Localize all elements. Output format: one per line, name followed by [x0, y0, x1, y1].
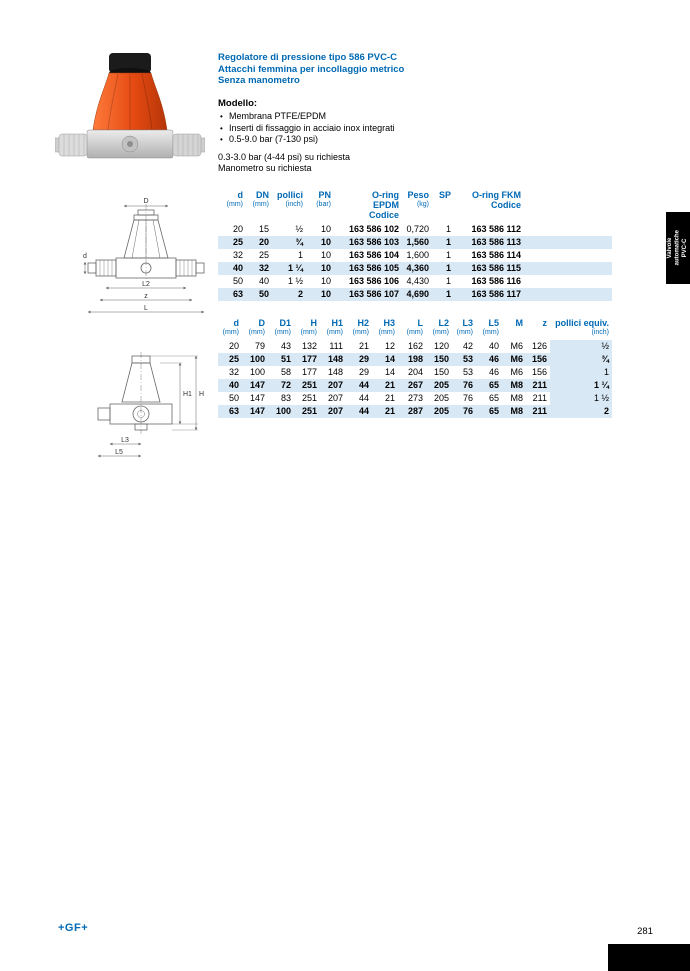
cell-L: 267	[398, 379, 426, 392]
feature-text: Inserti di fissaggio in acciaio inox integrati	[229, 122, 395, 133]
model-label: Modello:	[218, 97, 258, 109]
cell-L2: 150	[433, 367, 449, 377]
cell-D: 147	[242, 405, 268, 418]
cell-oring-epdm-codice: 163 586 104	[348, 250, 399, 260]
column-header-peso: Peso (kg)	[407, 190, 429, 208]
cell-d: 32	[228, 367, 239, 377]
dim-label-d: d	[83, 253, 87, 260]
cell-d: 20	[232, 224, 243, 234]
cell-H2: 44	[358, 393, 369, 403]
column-header-L5: L5 (mm)	[482, 318, 499, 336]
order-table	[218, 190, 612, 301]
cell-H2: 44	[346, 405, 372, 418]
column-header-H: H (mm)	[300, 318, 317, 336]
cell-pollici: ½	[295, 224, 303, 234]
bullet-icon: •	[220, 112, 223, 121]
cell-peso: 4,690	[402, 288, 432, 301]
gf-logo: +GF+	[58, 922, 89, 934]
product-subtitle-2: Senza manometro	[218, 75, 300, 86]
cell-D: 100	[249, 367, 265, 377]
cell-M: M6	[510, 367, 523, 377]
cell-pn: 10	[306, 262, 334, 275]
cell-d: 25	[218, 353, 242, 366]
cell-sp: 1	[445, 250, 451, 260]
list-item	[218, 123, 618, 135]
column-header-d: d (mm)	[226, 190, 243, 208]
cell-pollici-equiv: ½	[550, 340, 612, 353]
cell-peso: 0,720	[406, 224, 429, 234]
cell-D1: 100	[268, 405, 294, 418]
dim-label-L5: L5	[115, 449, 123, 456]
column-header-oring-epdm-codice: O-ring EPDM Codice	[368, 190, 399, 220]
cell-sp: 1	[432, 236, 454, 249]
cell-L: 287	[398, 405, 426, 418]
cell-L3: 53	[462, 367, 473, 377]
valve-bell-orange	[93, 73, 167, 130]
cell-D1: 83	[280, 393, 291, 403]
cell-H: 251	[294, 379, 320, 392]
cell-H: 177	[301, 367, 317, 377]
cell-H2: 29	[346, 353, 372, 366]
dim-label-H: H	[199, 391, 205, 398]
cell-pollici: ¾	[272, 236, 306, 249]
header-filler	[524, 190, 612, 223]
feature-text: 0.5-9.0 bar (7-130 psi)	[229, 134, 319, 144]
cell-oring-epdm-codice: 163 586 105	[334, 262, 402, 275]
corner-register-block	[608, 944, 690, 971]
cell-pollici: 1 ½	[287, 276, 303, 286]
tab-line: automatiche	[674, 230, 681, 266]
column-header-L3: L3 (mm)	[456, 318, 473, 336]
column-header-D1: D1 (mm)	[274, 318, 291, 336]
cell-H1: 207	[320, 405, 346, 418]
table-row	[218, 236, 612, 249]
cell-oring-epdm-codice: 163 586 107	[334, 288, 402, 301]
cell-M: M8	[502, 405, 526, 418]
cell-L2: 205	[426, 405, 452, 418]
cell-H1: 111	[329, 341, 343, 351]
filler-cell	[524, 223, 612, 236]
cell-d: 63	[218, 288, 246, 301]
cell-peso: 4,430	[406, 276, 429, 286]
cell-pollici-equiv: 1 ¼	[550, 379, 612, 392]
column-header-dn: DN (mm)	[252, 190, 269, 208]
bullet-icon: •	[220, 123, 223, 133]
filler-cell	[524, 262, 612, 275]
cell-pollici: 1	[297, 250, 303, 260]
bullet-icon: •	[220, 135, 223, 144]
cell-z: 211	[526, 379, 550, 392]
cell-d: 63	[218, 405, 242, 418]
cell-sp: 1	[432, 262, 454, 275]
cell-oring-epdm-codice: 163 586 102	[348, 224, 399, 234]
feature-list	[218, 111, 618, 146]
cell-dn: 20	[246, 236, 272, 249]
product-title: Regolatore di pressione tipo 586 PVC-C	[218, 52, 397, 63]
note-text: 0.3-3.0 bar (4-44 psi) su richiesta	[218, 151, 351, 162]
dimension-table	[218, 318, 612, 418]
column-header-D: D (mm)	[248, 318, 265, 336]
table-row	[218, 223, 612, 236]
cell-peso: 1,560	[402, 236, 432, 249]
note-text: Manometro su richiesta	[218, 163, 312, 173]
cell-M: M8	[510, 393, 523, 403]
column-header-pn: PN (bar)	[316, 190, 331, 208]
column-header-oring-fkm-codice: O-ring FKM Codice	[472, 190, 521, 210]
cell-H: 177	[294, 353, 320, 366]
cell-D1: 43	[280, 341, 291, 351]
cell-D: 100	[242, 353, 268, 366]
cell-peso: 1,600	[406, 250, 429, 260]
column-header-M: M	[515, 318, 523, 328]
list-item	[218, 111, 618, 123]
cell-H3: 21	[372, 379, 398, 392]
cell-L3: 76	[452, 405, 476, 418]
cell-pollici: 2	[272, 288, 306, 301]
cell-H: 132	[301, 341, 317, 351]
cell-dn: 50	[246, 288, 272, 301]
cell-M: M8	[502, 379, 526, 392]
cell-L5: 65	[476, 405, 502, 418]
valve-body-gray	[87, 130, 173, 158]
cell-z: 211	[532, 393, 547, 403]
cell-pollici: 1 ¼	[272, 262, 306, 275]
table-row	[218, 249, 612, 262]
cell-H2: 29	[358, 367, 369, 377]
cell-z: 156	[526, 353, 550, 366]
cell-pn: 10	[320, 250, 331, 260]
dim-label-z: z	[144, 293, 148, 300]
column-header-L: L (mm)	[406, 318, 423, 336]
list-item	[218, 134, 618, 146]
cell-L3: 53	[452, 353, 476, 366]
column-header-sp: SP	[438, 190, 451, 200]
cell-d: 50	[228, 393, 239, 403]
table-row	[218, 392, 612, 405]
cell-D1: 58	[280, 367, 291, 377]
cell-D1: 51	[268, 353, 294, 366]
dim-label-L: L	[144, 305, 148, 312]
cell-sp: 1	[445, 224, 451, 234]
cell-L5: 40	[488, 341, 499, 351]
notes-block	[218, 152, 618, 175]
header-row	[218, 318, 612, 340]
filler-cell	[524, 236, 612, 249]
cell-pn: 10	[306, 236, 334, 249]
cell-L: 273	[407, 393, 423, 403]
cell-d: 40	[218, 379, 242, 392]
product-subtitle-1: Attacchi femmina per incollaggio metrico	[218, 63, 405, 75]
cell-oring-fkm-codice: 163 586 116	[471, 276, 521, 286]
cell-oring-fkm-codice: 163 586 117	[454, 288, 524, 301]
cell-D: 147	[242, 379, 268, 392]
cell-L3: 42	[462, 341, 473, 351]
cell-d: 40	[218, 262, 246, 275]
cell-L5: 46	[476, 353, 502, 366]
cell-M: M6	[502, 353, 526, 366]
cell-H2: 44	[346, 379, 372, 392]
column-header-z: z	[542, 318, 547, 328]
dim-label-L2: L2	[142, 281, 150, 288]
technical-drawing-side	[76, 350, 216, 470]
cell-pollici-equiv: 1	[550, 366, 612, 379]
cell-d: 25	[218, 236, 246, 249]
header-row	[218, 190, 612, 223]
cell-H1: 207	[320, 379, 346, 392]
column-header-pollici-equiv: pollici equiv. (inch)	[555, 318, 609, 336]
table-row	[218, 288, 612, 301]
cell-L2: 205	[433, 393, 449, 403]
table-row	[218, 353, 612, 366]
cell-oring-epdm-codice: 163 586 103	[334, 236, 402, 249]
column-header-H3: H3 (mm)	[378, 318, 395, 336]
cell-oring-fkm-codice: 163 586 113	[454, 236, 524, 249]
section-tab	[666, 212, 690, 284]
cell-L5: 46	[488, 367, 499, 377]
technical-drawing-front	[76, 196, 216, 328]
filler-cell	[524, 288, 612, 301]
cell-z: 126	[531, 341, 547, 351]
cell-H1: 207	[327, 393, 343, 403]
cell-d: 20	[228, 341, 239, 351]
dim-label-L3: L3	[121, 437, 129, 444]
table-row	[218, 262, 612, 275]
title-block	[218, 52, 618, 175]
cell-D: 147	[249, 393, 265, 403]
cell-oring-epdm-codice: 163 586 106	[348, 276, 399, 286]
cell-pollici-equiv: 1 ½	[550, 392, 612, 405]
cell-d: 32	[232, 250, 243, 260]
cell-L3: 76	[462, 393, 473, 403]
cell-pollici-equiv: ¾	[550, 353, 612, 366]
cell-H1: 148	[320, 353, 346, 366]
cell-sp: 1	[445, 276, 451, 286]
cell-D1: 72	[268, 379, 294, 392]
cell-z: 211	[526, 405, 550, 418]
cell-H2: 21	[358, 341, 369, 351]
cell-pn: 10	[320, 276, 331, 286]
cell-dn: 25	[258, 250, 269, 260]
cell-dn: 40	[258, 276, 269, 286]
feature-text: Membrana PTFE/EPDM	[229, 111, 327, 121]
cell-D: 79	[254, 341, 265, 351]
column-header-L2: L2 (mm)	[432, 318, 449, 336]
cell-M: M6	[510, 341, 523, 351]
filler-cell	[524, 275, 612, 288]
cell-L3: 76	[452, 379, 476, 392]
column-header-H1: H1 (mm)	[326, 318, 343, 336]
cell-H3: 21	[384, 393, 395, 403]
cell-H3: 21	[372, 405, 398, 418]
cell-L: 162	[407, 341, 423, 351]
cell-L: 204	[407, 367, 423, 377]
dim-label-H1: H1	[183, 391, 192, 398]
dim-label-D: D	[143, 198, 149, 205]
cell-sp: 1	[432, 288, 454, 301]
cell-H3: 14	[384, 367, 395, 377]
product-photo	[55, 50, 205, 185]
cell-H3: 14	[372, 353, 398, 366]
cell-oring-fkm-codice: 163 586 114	[471, 250, 521, 260]
page-number: 281	[637, 926, 653, 937]
section-tab-text	[667, 230, 690, 265]
table-row	[218, 275, 612, 288]
cell-L5: 65	[476, 379, 502, 392]
cell-L2: 120	[433, 341, 449, 351]
table-row	[218, 405, 612, 418]
table-row	[218, 379, 612, 392]
cell-L2: 205	[426, 379, 452, 392]
cell-pollici-equiv: 2	[550, 405, 612, 418]
column-header-pollici: pollici (inch)	[276, 190, 303, 208]
cell-H1: 148	[327, 367, 343, 377]
cell-H: 251	[301, 393, 317, 403]
cell-H: 251	[294, 405, 320, 418]
column-header-d: d (mm)	[222, 318, 239, 336]
cell-d: 50	[232, 276, 243, 286]
cell-dn: 32	[246, 262, 272, 275]
table-row	[218, 340, 612, 353]
cell-H3: 12	[384, 341, 395, 351]
cell-pn: 10	[320, 224, 331, 234]
cell-dn: 15	[258, 224, 269, 234]
cell-oring-fkm-codice: 163 586 115	[454, 262, 524, 275]
cell-peso: 4,360	[402, 262, 432, 275]
column-header-H2: H2 (mm)	[352, 318, 369, 336]
tab-line: PVC-C	[681, 238, 688, 258]
cell-z: 156	[531, 367, 547, 377]
cell-pn: 10	[306, 288, 334, 301]
filler-cell	[524, 249, 612, 262]
cell-L5: 65	[488, 393, 499, 403]
cell-L: 198	[398, 353, 426, 366]
table-row	[218, 366, 612, 379]
cell-L2: 150	[426, 353, 452, 366]
cell-oring-fkm-codice: 163 586 112	[471, 224, 521, 234]
tab-line: Valvole	[666, 237, 673, 259]
